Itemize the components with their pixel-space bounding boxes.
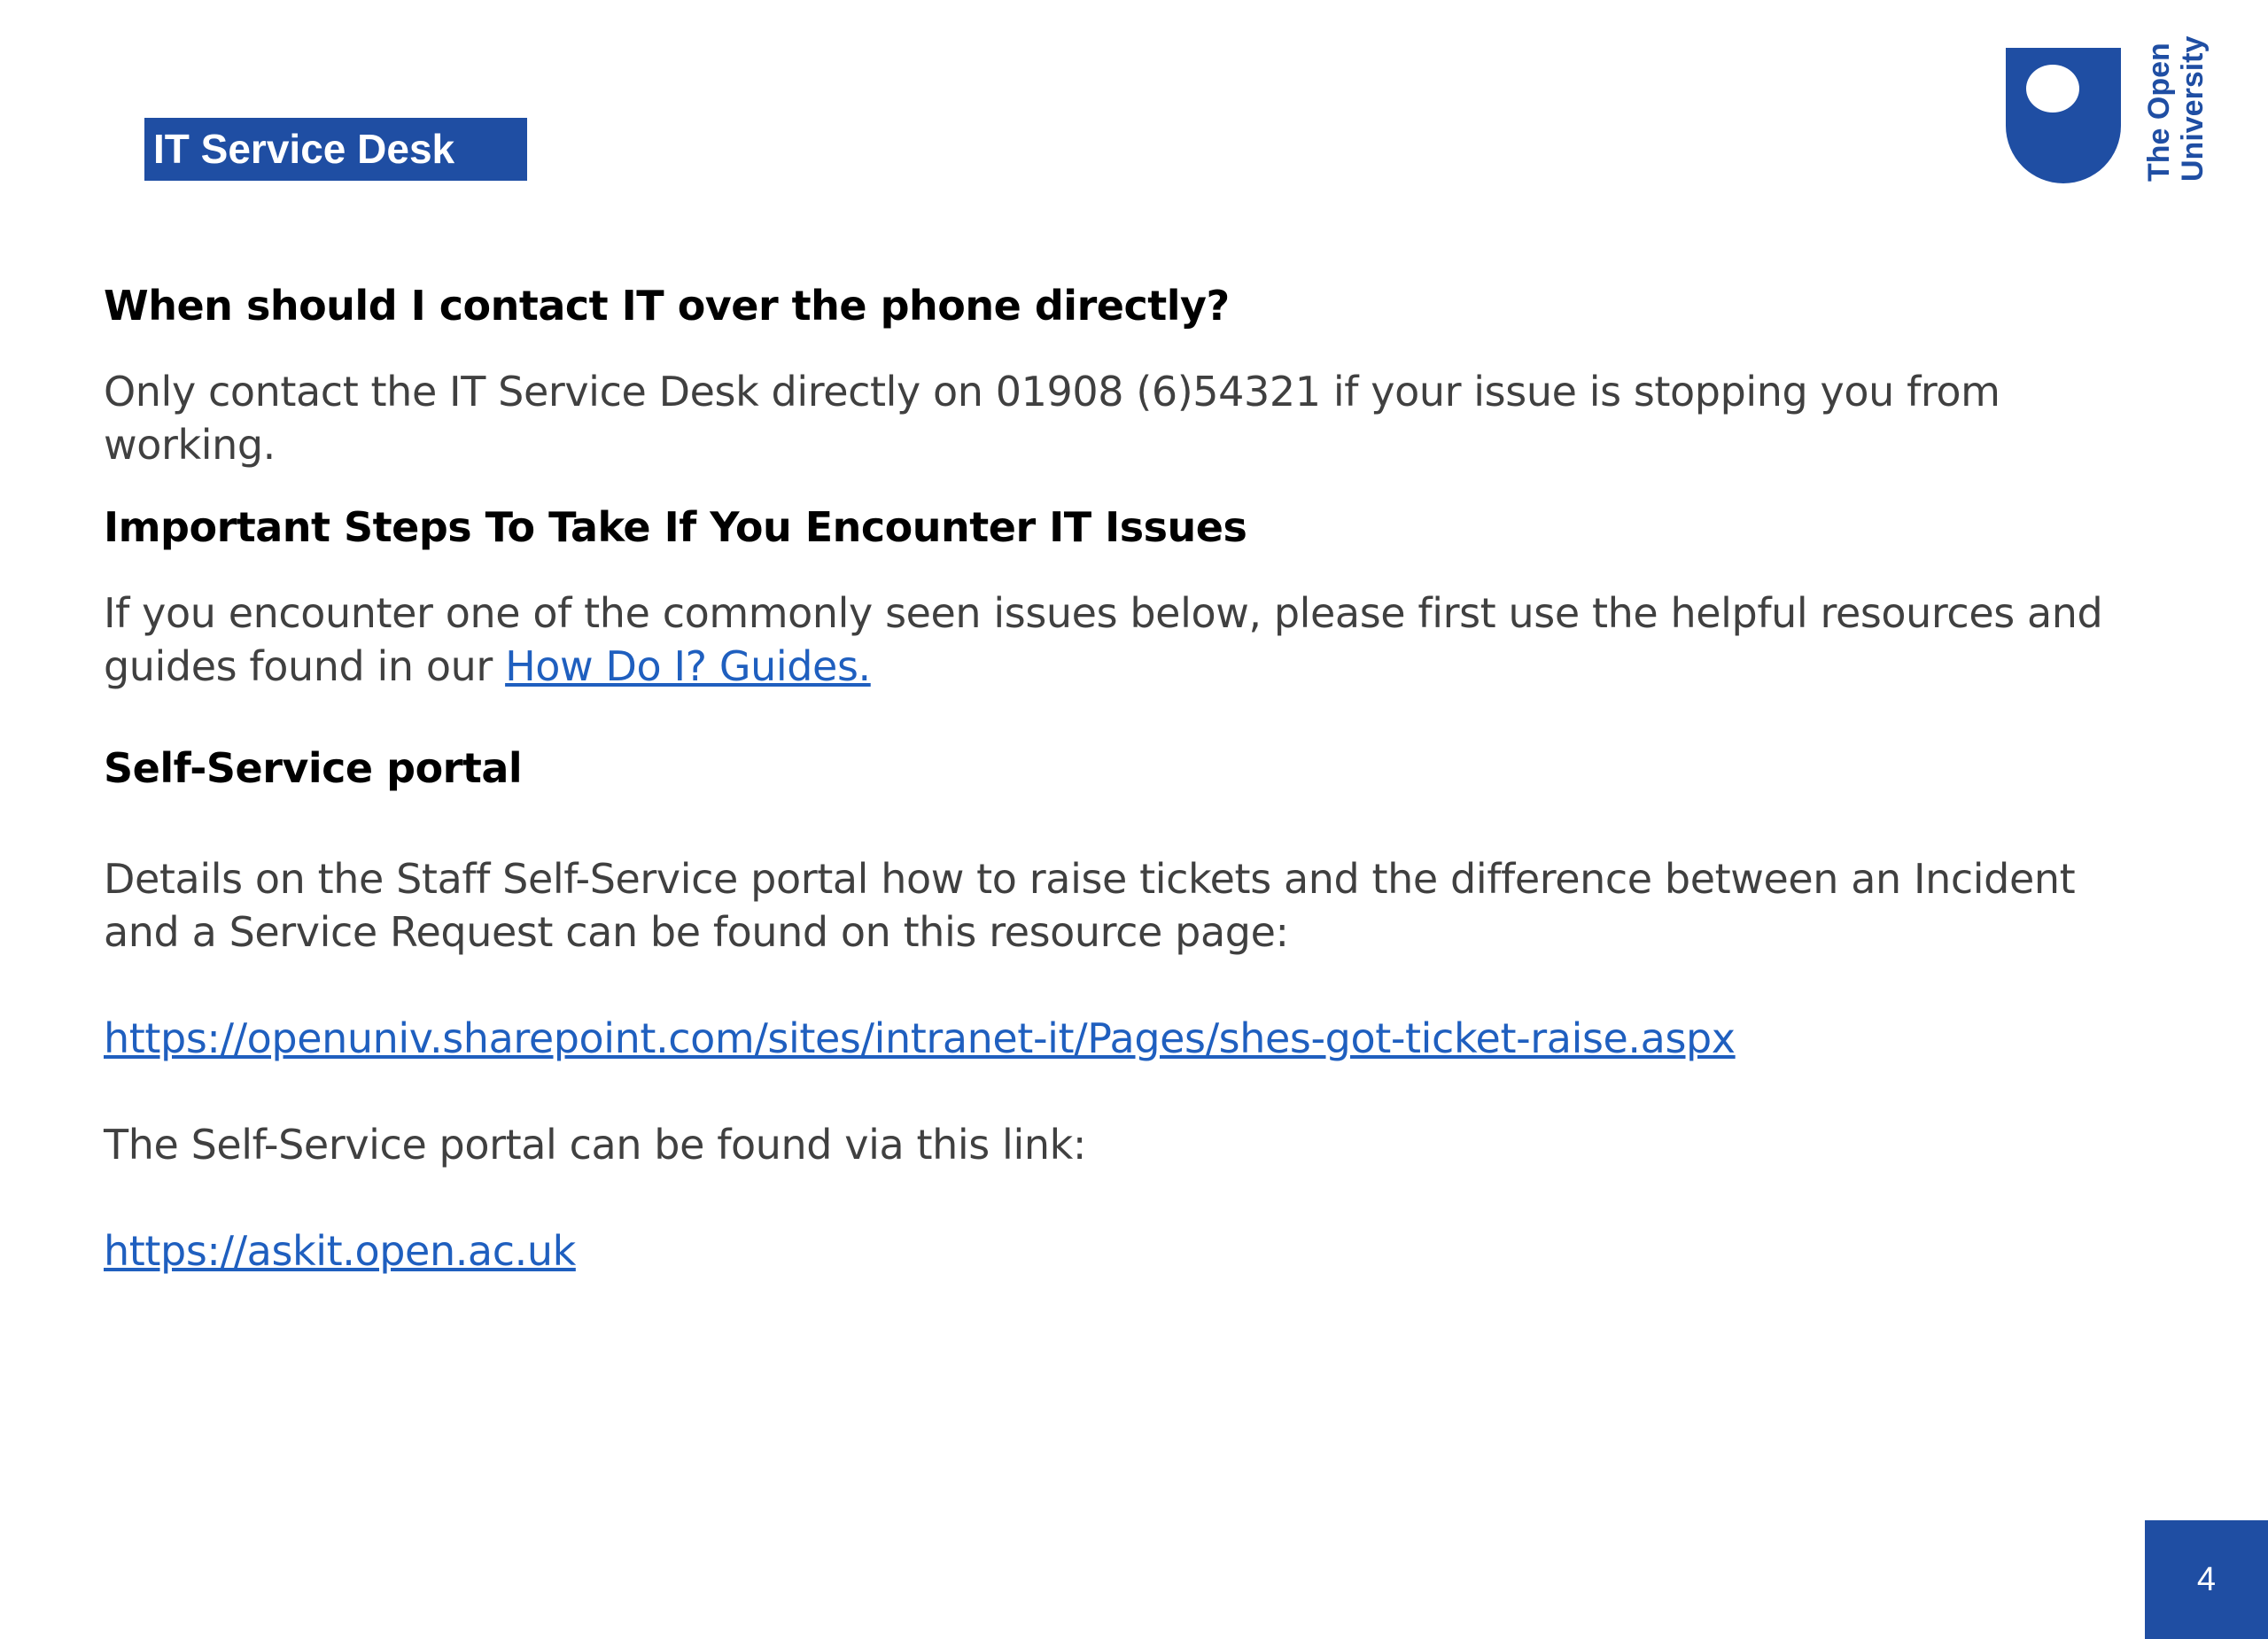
phone-paragraph: Only contact the IT Service Desk directly on 01908 (6)54321 if your issue is stopping you from working. [104, 368, 2000, 469]
portal-resource-link[interactable]: https://openuniv.sharepoint.com/sites/intranet-it/Pages/shes-got-ticket-raise.aspx [104, 1014, 1736, 1062]
portal-link-intro: The Self-Service portal can be found via this link: [104, 1121, 1086, 1169]
steps-paragraph-text: If you encounter one of the commonly seen issues below, please first use the helpful resources and guides found in our [104, 589, 2103, 690]
phone-heading: When should I contact IT over the phone directly? [104, 282, 1230, 330]
open-university-logo [2004, 35, 2217, 186]
portal-resource-link-row [104, 1012, 2159, 1065]
portal-paragraph: Details on the Staff Self-Service portal how to raise tickets and the difference between an Incident and a Service Request can be found on this resource page: [104, 855, 2076, 956]
steps-paragraph [104, 586, 2159, 693]
steps-heading: Important Steps To Take If You Encounter IT Issues [104, 503, 1247, 551]
portal-heading: Self-Service portal [104, 744, 523, 792]
page-number: 4 [2145, 1520, 2268, 1639]
logo-text-line2: University [2176, 35, 2210, 182]
how-do-i-guides-link[interactable]: How Do I? Guides. [505, 642, 871, 690]
shield-logo-icon [2004, 44, 2128, 186]
section-badge: IT Service Desk [144, 118, 527, 181]
logo-text-line1: The Open [2142, 43, 2176, 182]
askit-link[interactable]: https://askit.open.ac.uk [104, 1227, 576, 1275]
askit-link-row [104, 1224, 2159, 1278]
